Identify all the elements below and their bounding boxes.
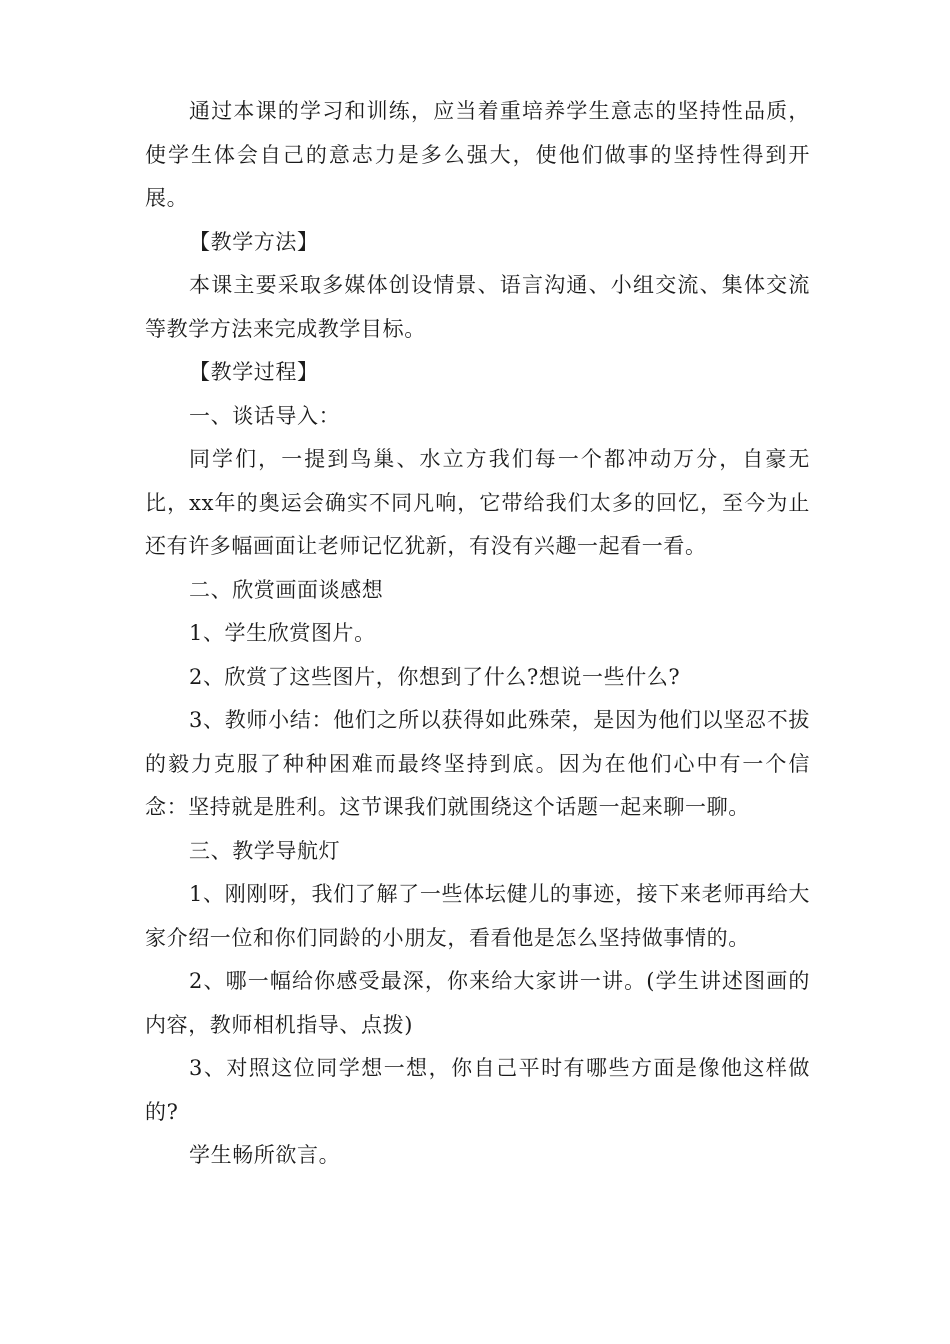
section-title-3: 三、教学导航灯 — [189, 838, 341, 863]
section-title-1: 一、谈话导入： — [189, 403, 341, 428]
document-body — [145, 90, 810, 1178]
heading-teaching-method: 【教学方法】 — [189, 229, 319, 254]
paragraph-intro: 通过本课的学习和训练，应当着重培养学生意志的坚持性品质，使学生体会自己的意志力是多么强大，使他们做事的坚持性得到开展。 — [145, 99, 810, 210]
heading-teaching-process: 【教学过程】 — [189, 360, 319, 384]
paragraph-closing: 学生畅所欲言。 — [189, 1143, 341, 1167]
paragraph-method: 本课主要采取多媒体创设情景、语言沟通、小组交流、集体交流等教学方法来完成教学目标。 — [145, 273, 810, 341]
list-item: 2、哪一幅给你感受最深，你来给大家讲一讲。(学生讲述图画的内容，教师相机指导、点拨) — [145, 969, 810, 1037]
list-item: 3、教师小结：他们之所以获得如此殊荣，是因为他们以坚忍不拔的毅力克服了种种困难而最终坚持到底。因为在他们心中有一个信念：坚持就是胜利。这节课我们就围绕这个话题一起来聊一聊。 — [145, 708, 810, 819]
section-title-2: 二、欣赏画面谈感想 — [189, 577, 384, 602]
paragraph-intro-talk: 同学们，一提到鸟巢、水立方我们每一个都冲动万分，自豪无比，xx年的奥运会确实不同凡响，它带给我们太多的回忆，至今为止还有许多幅画面让老师记忆犹新，有没有兴趣一起看一看。 — [145, 447, 810, 558]
list-item: 2、欣赏了这些图片，你想到了什么?想说一些什么? — [189, 664, 681, 689]
list-item: 3、对照这位同学想一想，你自己平时有哪些方面是像他这样做的? — [145, 1056, 810, 1124]
list-item: 1、学生欣赏图片。 — [189, 621, 376, 645]
list-item: 1、刚刚呀，我们了解了一些体坛健儿的事迹，接下来老师再给大家介绍一位和你们同龄的小朋友，看看他是怎么坚持做事情的。 — [145, 882, 810, 950]
